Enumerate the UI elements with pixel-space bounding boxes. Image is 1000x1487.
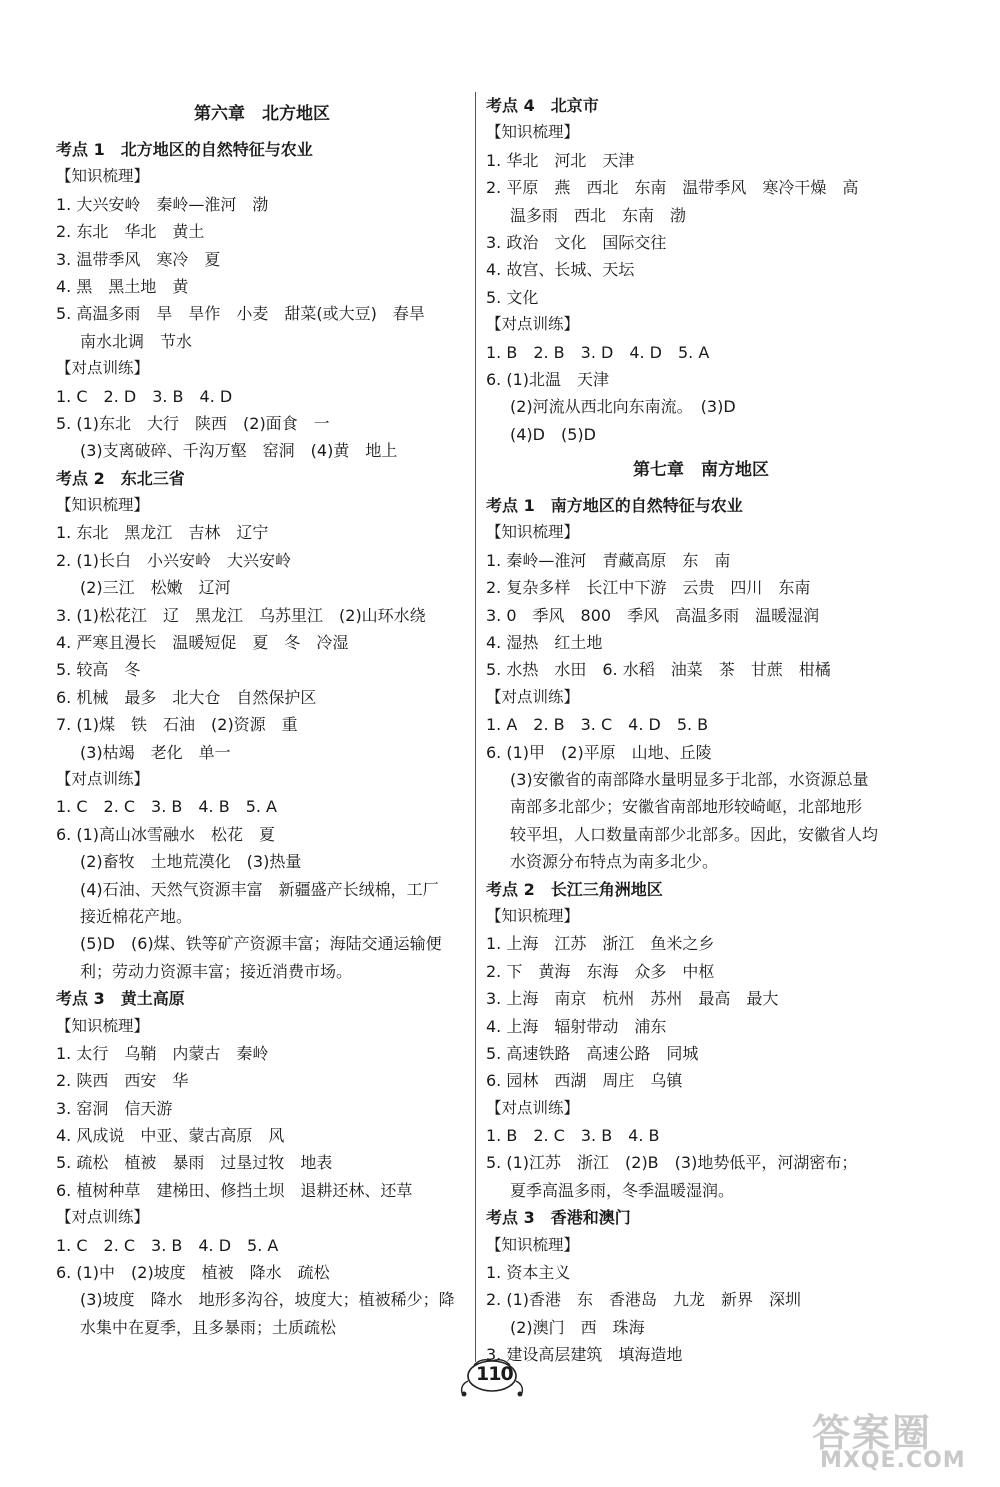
watermark-url: MXQE.COM <box>820 1448 966 1473</box>
answer-line: (3)枯竭 老化 单一 <box>80 742 231 762</box>
section-label: 【知识梳理】 <box>56 167 150 186</box>
answer-line: 2. 东北 华北 黄土 <box>56 222 205 242</box>
answer-line: 6. (1)北温 天津 <box>486 369 610 389</box>
answer-line: 4. 上海 辐射带动 浦东 <box>486 1016 667 1036</box>
section-label: 【对点训练】 <box>56 1208 150 1227</box>
page-number: 110 <box>476 1363 513 1385</box>
section-label: 【对点训练】 <box>56 359 150 378</box>
topic-heading: 考点 3 黄土高原 <box>56 989 185 1009</box>
answer-line: 3. 上海 南京 杭州 苏州 最高 最大 <box>486 989 779 1009</box>
answer-line: 2. 平原 燕 西北 东南 温带季风 寒冷干燥 高 <box>486 178 859 198</box>
answer-line: 南水北调 节水 <box>80 331 193 351</box>
topic-heading: 考点 2 长江三角洲地区 <box>486 879 663 899</box>
answer-line: 4. 风成说 中亚、蒙古高原 风 <box>56 1126 285 1146</box>
answer-line: 4. 严寒且漫长 温暖短促 夏 冬 冷湿 <box>56 633 349 653</box>
answer-line: 6. 园林 西湖 周庄 乌镇 <box>486 1071 683 1091</box>
answer-line: 5. 文化 <box>486 287 539 307</box>
section-label: 【知识梳理】 <box>56 496 150 515</box>
page-number-badge <box>452 1355 542 1399</box>
section-label: 【对点训练】 <box>486 1098 580 1117</box>
answer-line: 6. 机械 最多 北大仓 自然保护区 <box>56 687 317 707</box>
answer-line: (2)三江 松嫩 辽河 <box>80 578 231 598</box>
answer-line: 6. 植树种草 建梯田、修挡土坝 退耕还林、还草 <box>56 1180 413 1200</box>
answer-line: 水集中在夏季，且多暴雨；土质疏松 <box>80 1317 337 1337</box>
answer-line: 6. (1)中 (2)坡度 植被 降水 疏松 <box>56 1263 330 1283</box>
answer-line: 1. 上海 江苏 浙江 鱼米之乡 <box>486 934 715 954</box>
answer-line: 2. (1)香港 东 香港岛 九龙 新界 深圳 <box>486 1290 802 1310</box>
answer-line: 4. 黑 黑土地 黄 <box>56 276 189 296</box>
section-label: 【知识梳理】 <box>486 1235 580 1254</box>
topic-heading: 考点 1 南方地区的自然特征与农业 <box>486 496 743 516</box>
answer-line: 夏季高温多雨，冬季温暖湿润。 <box>510 1180 735 1200</box>
answer-line: 5. 高速铁路 高速公路 同城 <box>486 1043 699 1063</box>
answer-line: 4. 故宫、长城、天坛 <box>486 260 635 280</box>
answer-line: 1. 太行 乌鞘 内蒙古 秦岭 <box>56 1043 269 1063</box>
answer-line: 5. 较高 冬 <box>56 660 141 680</box>
answer-line: 2. (1)长白 小兴安岭 大兴安岭 <box>56 550 292 570</box>
answer-line: (5)D (6)煤、铁等矿产资源丰富；海陆交通运输便 <box>80 934 442 954</box>
left-column <box>56 92 468 1341</box>
answer-line: (4)石油、天然气资源丰富 新疆盛产长绒棉，工厂 <box>80 879 439 899</box>
topic-heading: 考点 2 东北三省 <box>56 468 185 488</box>
answer-line: (2)畜牧 土地荒漠化 (3)热量 <box>80 852 302 872</box>
answer-line: 1. C 2. C 3. B 4. B 5. A <box>56 797 278 817</box>
answer-line: (3)支离破碎、千沟万壑 窑洞 (4)黄 地上 <box>80 441 398 461</box>
answer-line: 3. (1)松花江 辽 黑龙江 乌苏里江 (2)山环水绕 <box>56 605 426 625</box>
answer-line: 1. C 2. D 3. B 4. D <box>56 386 233 406</box>
answer-line: 3. 0 季风 800 季风 高温多雨 温暖湿润 <box>486 605 820 625</box>
answer-line: (3)安徽省的南部降水量明显多于北部，水资源总量 <box>510 769 869 789</box>
answer-line: 2. 复杂多样 长江中下游 云贵 四川 东南 <box>486 578 811 598</box>
watermark-logo-text: 答案圈 <box>812 1411 933 1455</box>
answer-line: 7. (1)煤 铁 石油 (2)资源 重 <box>56 715 298 735</box>
answer-line: 1. 华北 河北 天津 <box>486 150 635 170</box>
answer-line: (2)澳门 西 珠海 <box>510 1317 645 1337</box>
topic-heading: 考点 3 香港和澳门 <box>486 1208 631 1228</box>
answer-line: 3. 窑洞 信天游 <box>56 1098 173 1118</box>
answer-line: 1. A 2. B 3. C 4. D 5. B <box>486 715 709 735</box>
answer-line: 4. 湿热 红土地 <box>486 633 603 653</box>
answer-line: 1. 资本主义 <box>486 1263 571 1283</box>
answer-line: 5. 高温多雨 旱 旱作 小麦 甜菜(或大豆) 春旱 <box>56 304 425 324</box>
answer-line: 温多雨 西北 东南 渤 <box>510 205 687 225</box>
answer-line: 1. B 2. C 3. B 4. B <box>486 1126 660 1146</box>
answer-line: 6. (1)高山冰雪融水 松花 夏 <box>56 824 276 844</box>
answer-line: 接近棉花产地。 <box>80 906 193 926</box>
answer-line: 3. 温带季风 寒冷 夏 <box>56 249 221 269</box>
answer-line: 6. (1)甲 (2)平原 山地、丘陵 <box>486 742 712 762</box>
answer-line: 3. 建设高层建筑 填海造地 <box>486 1345 683 1365</box>
answer-line: 5. (1)东北 大行 陕西 (2)面食 一 <box>56 413 330 433</box>
answer-line: (3)坡度 降水 地形多沟谷，坡度大；植被稀少；降 <box>80 1290 455 1310</box>
answer-line: 南部多北部少；安徽省南部地形较崎岖，北部地形 <box>510 797 863 817</box>
section-label: 【对点训练】 <box>486 687 580 706</box>
answer-line: 1. 东北 黑龙江 吉林 辽宁 <box>56 523 269 543</box>
answer-line: 2. 下 黄海 东海 众多 中枢 <box>486 961 715 981</box>
answer-line: (2)河流从西北向东南流。 (3)D <box>510 397 736 417</box>
answer-line: 1. 大兴安岭 秦岭—淮河 渤 <box>56 194 269 214</box>
section-label: 【知识梳理】 <box>486 523 580 542</box>
answer-line: 5. (1)江苏 浙江 (2)B (3)地势低平，河湖密布； <box>486 1153 858 1173</box>
answer-line: 1. B 2. B 3. D 4. D 5. A <box>486 342 710 362</box>
section-label: 【知识梳理】 <box>486 123 580 142</box>
answer-line: (4)D (5)D <box>510 424 596 444</box>
answer-line: 5. 水热 水田 6. 水稻 油菜 茶 甘蔗 柑橘 <box>486 660 831 680</box>
right-column <box>486 92 916 1369</box>
answer-line: 水资源分布特点为南多北少。 <box>510 852 719 872</box>
watermark <box>812 1402 987 1482</box>
answer-line: 5. 疏松 植被 暴雨 过垦过牧 地表 <box>56 1153 333 1173</box>
section-label: 【对点训练】 <box>486 315 580 334</box>
answer-line: 利；劳动力资源丰富；接近消费市场。 <box>80 961 353 981</box>
answer-line: 1. C 2. C 3. B 4. D 5. A <box>56 1235 279 1255</box>
column-divider <box>475 92 476 1362</box>
section-label: 【知识梳理】 <box>56 1016 150 1035</box>
answer-line: 1. 秦岭—淮河 青藏高原 东 南 <box>486 550 731 570</box>
chapter-title: 第六章 北方地区 <box>194 104 330 124</box>
section-label: 【对点训练】 <box>56 769 150 788</box>
answer-line: 3. 政治 文化 国际交往 <box>486 232 667 252</box>
section-label: 【知识梳理】 <box>486 906 580 925</box>
answer-line: 2. 陕西 西安 华 <box>56 1071 189 1091</box>
chapter-title: 第七章 南方地区 <box>633 460 769 481</box>
answer-line: 较平坦，人口数量南部少北部多。因此，安徽省人均 <box>510 824 879 844</box>
topic-heading: 考点 1 北方地区的自然特征与农业 <box>56 140 313 159</box>
topic-heading: 考点 4 北京市 <box>486 96 599 115</box>
